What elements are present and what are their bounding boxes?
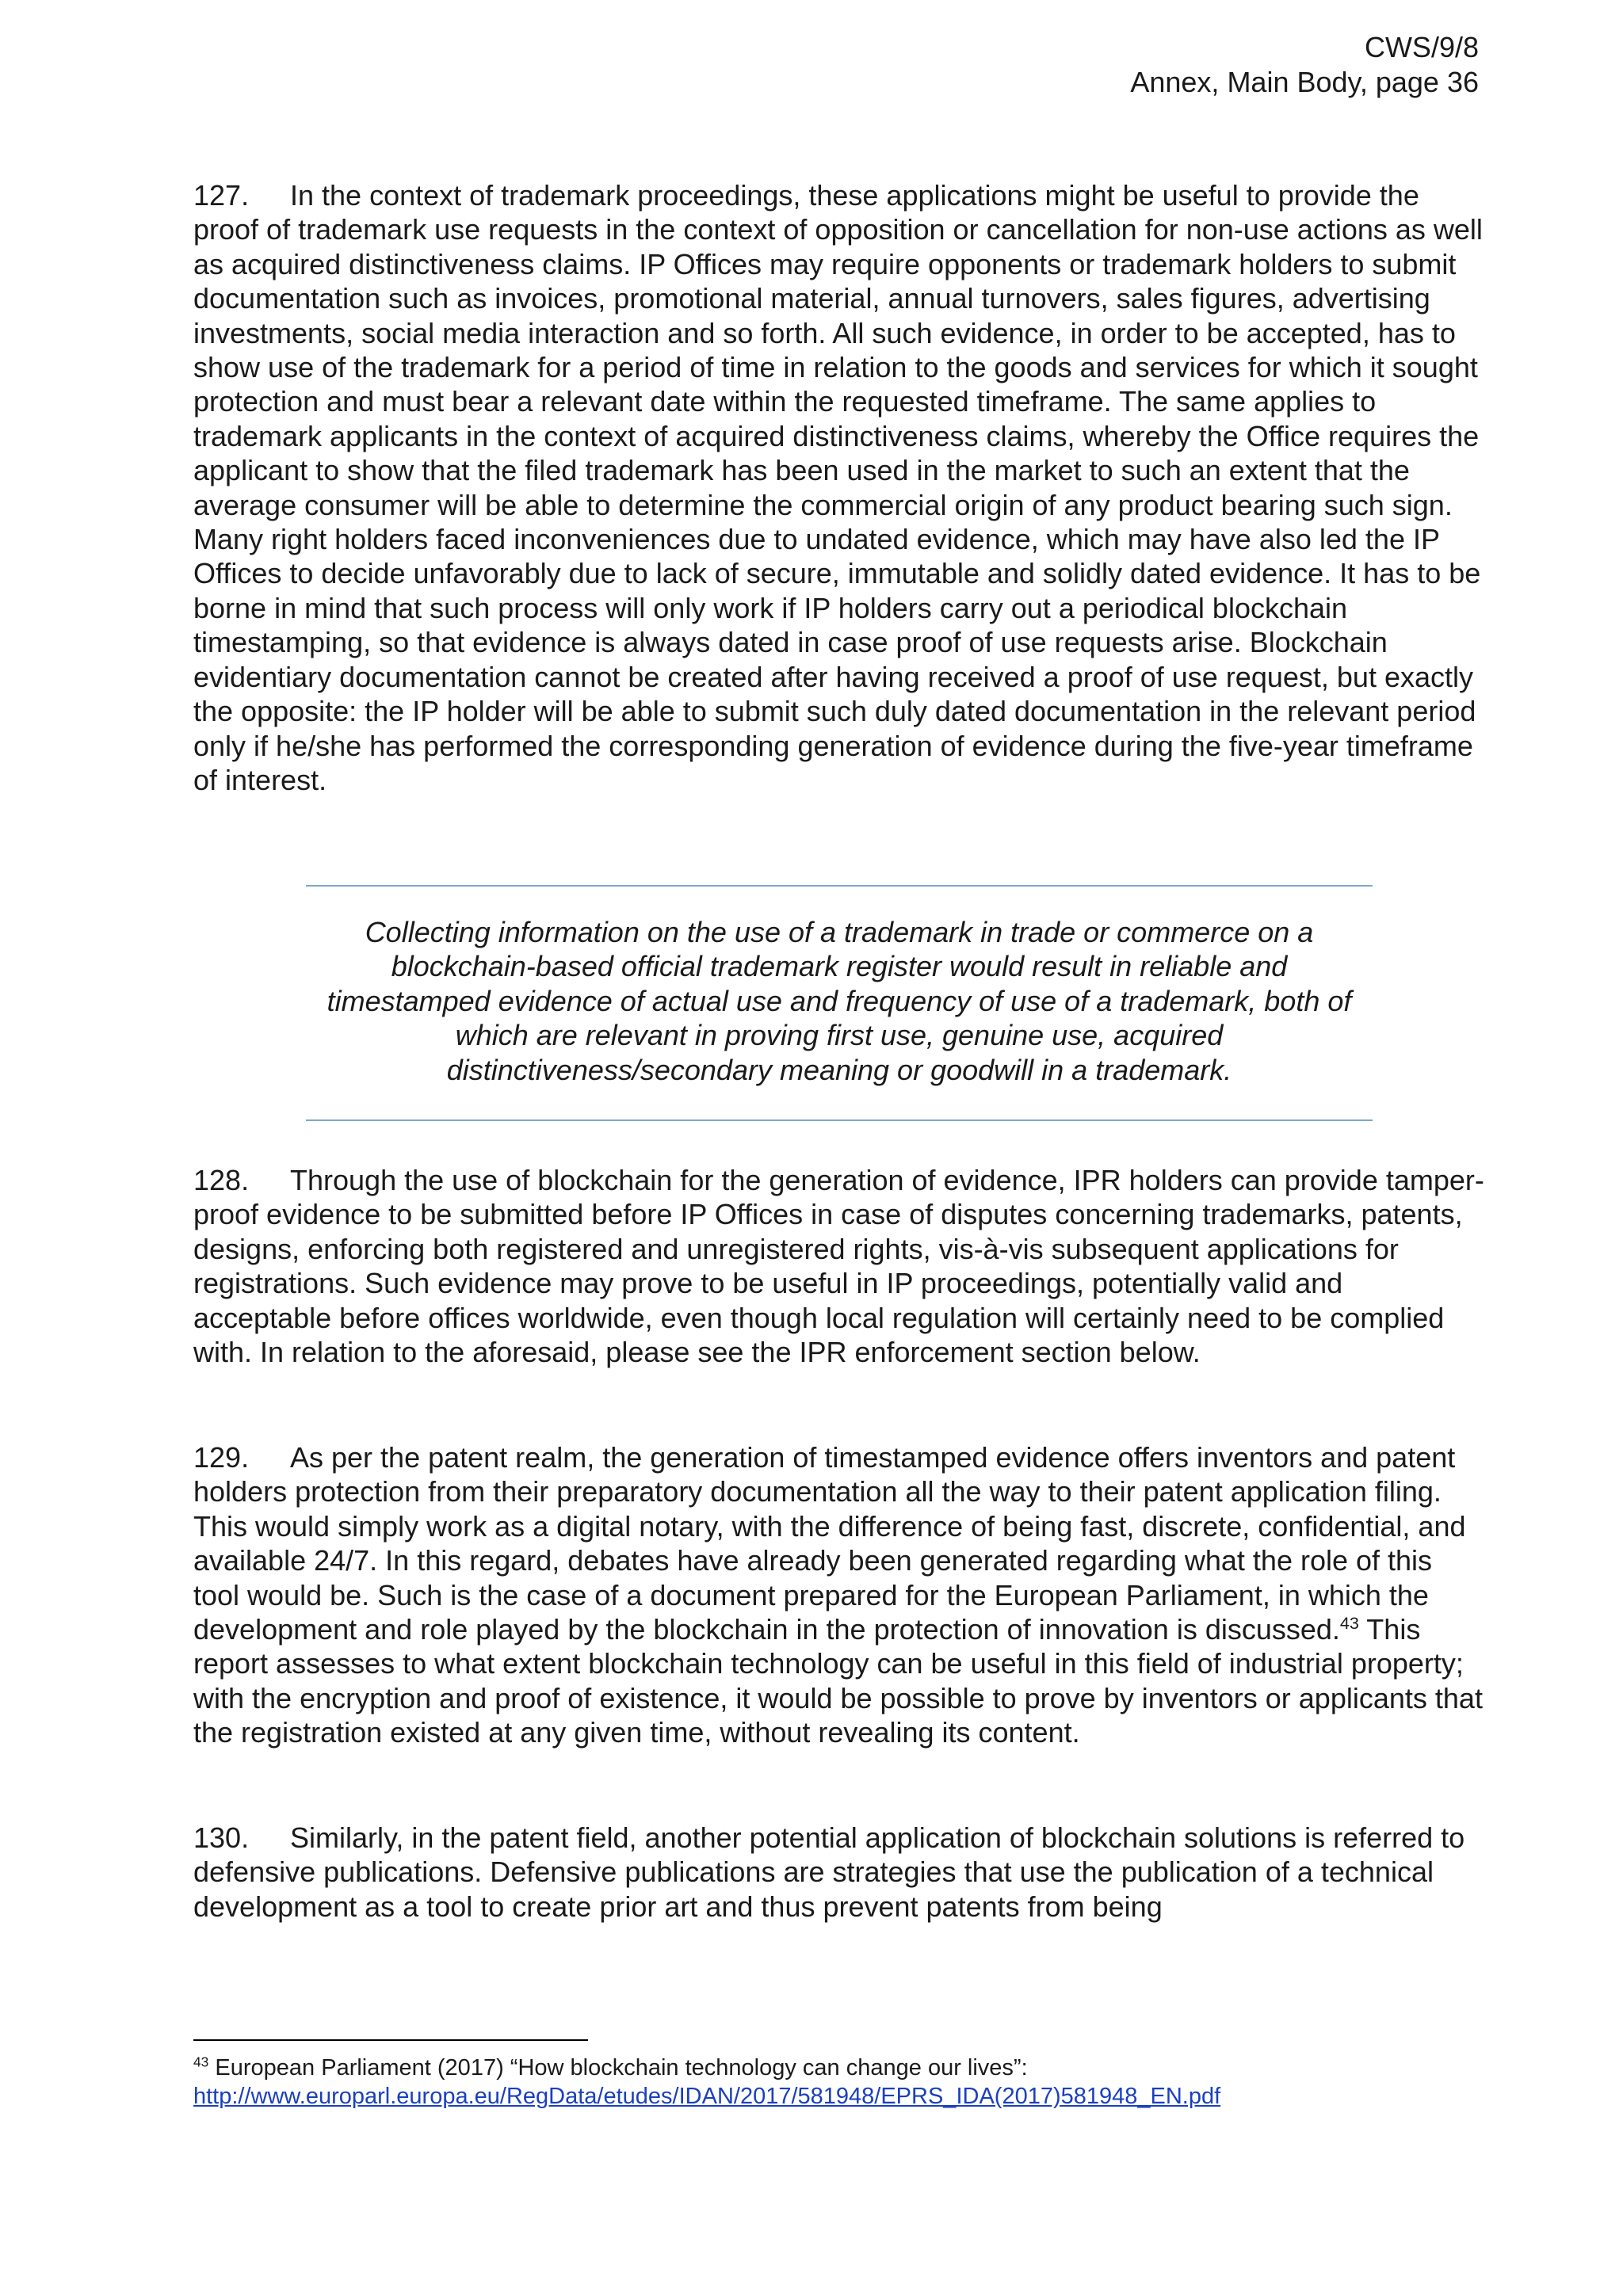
callout-box: Collecting information on the use of a trademark in trade or commerce on a blockchain-based official trademark register would result in reliable and timestamped evidence of actual use and frequency of use of a trademark, both of which are relevant in proving first use, genuine use, acquired distinctiveness/secondary meaning or goodwill in a trademark. <box>327 916 1352 1086</box>
paragraph-number: 128. <box>193 1164 250 1196</box>
page-label: Annex, Main Body, page 36 <box>1130 66 1479 98</box>
footnote-43 <box>193 2054 1493 2111</box>
paragraph-number: 129. <box>193 1441 250 1474</box>
footnote-reference[interactable]: 43 <box>1339 1613 1359 1634</box>
page-header <box>1130 30 1479 100</box>
paragraph-text: As per the patent realm, the generation of timestamped evidence offers inventors and patent holders protection from their preparatory documentation all the way to their patent application filing. This would simply work as a digital notary, with the difference of being fast, discrete, confidential, and available 24/7. In this regard, debates have already been generated regarding what the role of this tool would be. Such is the case of a document prepared for the European Parliament, in which the development and role played by the blockchain in the protection of innovation is discussed. <box>193 1441 1466 1646</box>
paragraph-number: 127. <box>193 179 250 212</box>
callout-top-rule <box>306 885 1373 887</box>
paragraph-text-continued: This report assesses to what extent blockchain technology can be useful in this field of industrial property; with the encryption and proof of existence, it would be possible to prove by inventors or applicants that the registration existed at any given time, without revealing its content. <box>193 1613 1483 1749</box>
paragraph-text: Similarly, in the patent field, another potential application of blockchain solutions is referred to defensive publications. Defensive publications are strategies that use the publication of a technical development as a tool to create prior art and thus prevent patents from being <box>193 1821 1465 1923</box>
paragraph-127 <box>193 178 1485 797</box>
paragraph-128 <box>193 1163 1485 1369</box>
footnote-text: European Parliament (2017) “How blockchain technology can change our lives”: <box>208 2055 1028 2081</box>
paragraph-130 <box>193 1821 1485 1924</box>
paragraph-text: Through the use of blockchain for the generation of evidence, IPR holders can provide tamper-proof evidence to be submitted before IP Offices in case of disputes concerning trademarks, patents, designs, enforcing both registered and unregistered rights, vis-à-vis subsequent applications for registrations. Such evidence may prove to be useful in IP proceedings, potentially valid and acceptable before offices worldwide, even though local regulation will certainly need to be complied with. In relation to the aforesaid, please see the IPR enforcement section below. <box>193 1164 1484 1369</box>
footnote-number: 43 <box>193 2054 209 2070</box>
document-code: CWS/9/8 <box>1364 31 1479 63</box>
callout-bottom-rule <box>306 1119 1373 1121</box>
paragraph-129 <box>193 1440 1485 1750</box>
paragraph-text: In the context of trademark proceedings, these applications might be useful to provide the proof of trademark use requests in the context of opposition or cancellation for non-use actions as well as acquired distinctiveness claims. IP Offices may require opponents or trademark holders to submit documentation such as invoices, promotional material, annual turnovers, sales figures, advertising investments, social media interaction and so forth. All such evidence, in order to be accepted, has to show use of the trademark for a period of time in relation to the goods and services for which it sought protection and must bear a relevant date within the requested timeframe. The same applies to trademark applicants in the context of acquired distinctiveness claims, whereby the Office requires the applicant to show that the filed trademark has been used in the market to such an extent that the average consumer will be able to determine the commercial origin of any product bearing such sign. Many right holders faced inconveniences due to undated evidence, which may have also led the IP Offices to decide unfavorably due to lack of secure, immutable and solidly dated evidence. It has to be borne in mind that such process will only work if IP holders carry out a periodical blockchain timestamping, so that evidence is always dated in case proof of use requests arise. Blockchain evidentiary documentation cannot be created after having received a proof of use request, but exactly the opposite: the IP holder will be able to submit such duly dated documentation in the relevant period only if he/she has performed the corresponding generation of evidence during the five-year timeframe of interest. <box>193 179 1483 796</box>
footnote-separator <box>193 2039 588 2041</box>
footnote-link[interactable]: http://www.europarl.europa.eu/RegData/etudes/IDAN/2017/581948/EPRS_IDA(2017)581948_EN.pdf <box>193 2084 1221 2109</box>
paragraph-number: 130. <box>193 1821 250 1854</box>
